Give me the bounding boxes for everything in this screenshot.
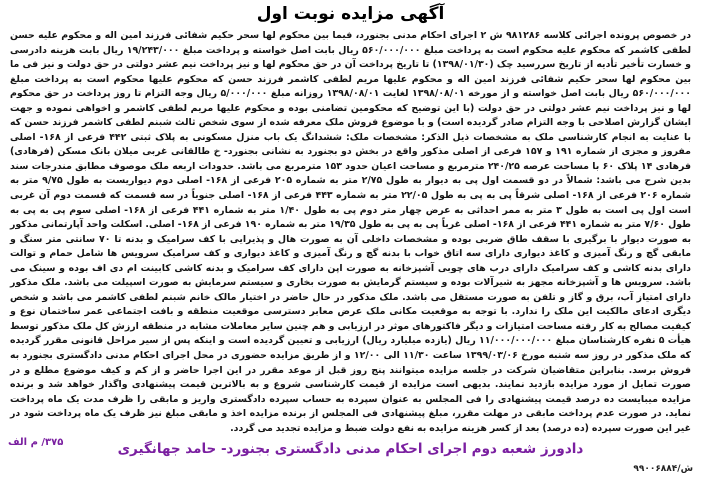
notice-body: در خصوص پرونده اجرائی کلاسه ۹۸۱۲۸۶ ش ۲ اجرای احکام مدنی بجنورد، فیما بین محکوم لها سحر حکیم شفائی فرزند امین اله و محکوم علیه حسن لطفی کاشمر که محکوم علیه محکوم است به پرداخت مبلغ ۵۶۰/۰۰۰/۰۰۰ ریال بابت اصل خواسته و پرداخت مبلغ ۱۹/۲۴۳/۰۰۰ ریال بابت هزینه دادرسی و خسارت تأخیر تأدیه از تاریخ سررسید چک (۱۳۹۸/۰۱/۳۰) تا تاریخ پرداخت آن در حق محکوم لها و نیز پرداخت نیم عشر دولتی در حق دولت و نیز فی ما بین محکوم لها سحر حکیم شفائی فرزند امین اله و محکوم علیها مریم لطفی کاشمر فرزند حسن که محکوم علیها محکوم است به پرداخت مبلغ ۵۶۰/۰۰۰/۰۰۰ ریال بابت اصل خواسته و از مورخه ۱۳۹۸/۰۸/۰۱ لغایت ۱۳۹۸/۰۸/۰۱ روزانه مبلغ ۵/۰۰۰/۰۰۰ ریال وجه التزام تا روز پرداخت در حق محکوم لها و نیز پرداخت نیم عشر دولتی در حق دولت (با این توضیح که محکومین تضامنی بوده و محکوم علیها مریم لطفی کاشمر و اخواهی نموده و جهت ایشان گزارش اصلاحی با وجه التزام صادر گردیده است) و با موضوع فروش ملک معرفه شده از سوی شخص ثالث شبنم لطفی کاشمر فرزند حسن که با عنایت به انجام کارشناسی ملک به مشخصات ذیل الذکر: مشخصات ملک: ششدانگ یک باب منزل مسکونی به پلاک ثبتی ۴۴۲ فرعی از ۱۶۸- اصلی مفروز و مجزی از شماره ۱۹۱ و ۱۵۷ فرعی از اصلی مذکور واقع در بخش دو بجنورد به نشانی بجنورد- خ طالقانی غربی میلان بانک مسکن (فرهادی) فرهادی ۱۴ پلاک ۶۰ با مساحت عرصه ۲۴۰/۲۵ مترمربع و مساحت اعیان حدود ۱۵۳ مترمربع می باشد. حدودات اربعه ملک موصوف مطابق مندرجات سند بدین شرح می باشد: شمالاً در دو قسمت اول پی به دیوار به طول ۲/۷۵ متر به شماره ۲۰۵ فرعی از ۱۶۸- اصلی دوم دیواریست به طول ۹/۷۵ متر به شماره ۲۰۶ فرعی از ۱۶۸- اصلی شرقاً پی به پی به طول ۲۲/۰۵ متر به شماره ۴۴۳ فرعی از ۱۶۸- اصلی جنوباً در سه قسمت که قسمت دوم آن غربی است اول پی است به طول ۳ متر به ممر احداثی به عرض چهار متر دوم پی به طول ۱/۴۰ متر به شماره ۴۴۱ فرعی از ۱۶۸- اصلی سوم پی به پی به طول ۷/۶۰ متر به شماره ۴۴۱ فرعی از ۱۶۸- اصلی غرباً پی به پی به طول ۱۹/۳۵ متر به شماره ۱۹۰ فرعی از ۱۶۸- اصلی. اسکلت واحد آپارتمانی مذکور به صورت دیوار با برگیری با سقف طاق ضربی بوده و مشخصات داخلی آن به صورت هال و پذیرایی با کف سرامیک و بدنه تا ۷۰ سانتی متر سنگ و مابقی گچ و رنگ آمیزی و کاغذ دیواری دارای سه اتاق خواب با بدنه گچ و رنگ آمیزی و کاغذ دیواری و کف سرامیک سرویس ها شامل حمام و توالت دارای بدنه کاشی و کف سرامیک دارای درب های چوبی آشپزخانه به صورت اپن دارای کف سرامیک و بدنه کاشی کابینت ام دی اف بوده و سینک می باشد. سرویس ها و آشپزخانه مجهز به شیرآلات بوده و سیستم گرمایش به صورت بخاری و سیستم سرمایش به صورت اسپیلت می باشد. ملک مذکور دارای امتیاز آب، برق و گاز و تلفن به صورت مستقل می باشد. ملک مذکور در حال حاضر در اختیار مالک خانم شبنم لطفی کاشمر می باشد و شخص دیگری ادعای مالکیت این ملک را ندارد. با توجه به موقعیت مکانی ملک عرض معابر دسترسی موقعیت منطقه و بافت اجتماعی عمر ساختمان نوع و کیفیت مصالح به کار رفته مساحت امتیازات و دیگر فاکتورهای موثر در ارزیابی و هم چنین سایر معاملات مشابه در منطقه ارزش کل ملک مذکور توسط هیأت ۵ نفره کارشناسان مبلغ ۱۱/۰۰۰/۰۰۰/۰۰۰ ریال (یازده میلیارد ریال) ارزیابی و تعیین گردیده است و اینکه پس از سیر مراحل قانونی مقرر گردیده که ملک مذکور در روز سه شنبه مورخ ۱۳۹۹/۰۳/۰۶ ساعت ۱۱/۳۰ الی ۱۲/۰۰ و از طریق مزایده حضوری در محل اجرای احکام مدنی دادگستری بجنورد به فروش برسد. بنابراین متقاضیان شرکت در جلسه مزایده میتوانند پنج روز قبل از موعد مقرر در این اجرا حاضر و از کم و کیف موضوع مطلع و در صورت تمایل از مورد مزایده بازدید نمایند. بدیهی است مزایده از قیمت کارشناسی شروع و به بالاترین قیمت پیشنهادی واگذار خواهد شد و برنده مزایده میبایست ده درصد قیمت پیشنهادی را فی المجلس به عنوان سپرده به حساب سپرده دادگستری واریز و مابقی را ظرف مدت یک ماه پرداخت نماید. در صورت عدم پرداخت مابقی در مهلت مقرر، مبلغ پیشنهادی فی المجلس از برنده مزایده اخذ و مابقی مبلغ نیز ظرف یک ماه پرداخت شود در غیر این صورت سپرده (ده درصد) بعد از کسر هزینه مزایده به نفع دولت ضبط و مزایده تجدید می گردد. — [10, 30, 692, 434]
print-code: ۹۹۰۰۶۸۸۴/ش — [633, 464, 693, 474]
notice-signature: دادورز شعبه دوم اجرای احکام مدنی دادگستری بجنورد- حامد جهانگیری — [117, 441, 584, 458]
notice-title: آگهی مزایده نوبت اول — [256, 4, 445, 24]
ad-code: ۳۷۵/ م الف — [8, 437, 64, 448]
